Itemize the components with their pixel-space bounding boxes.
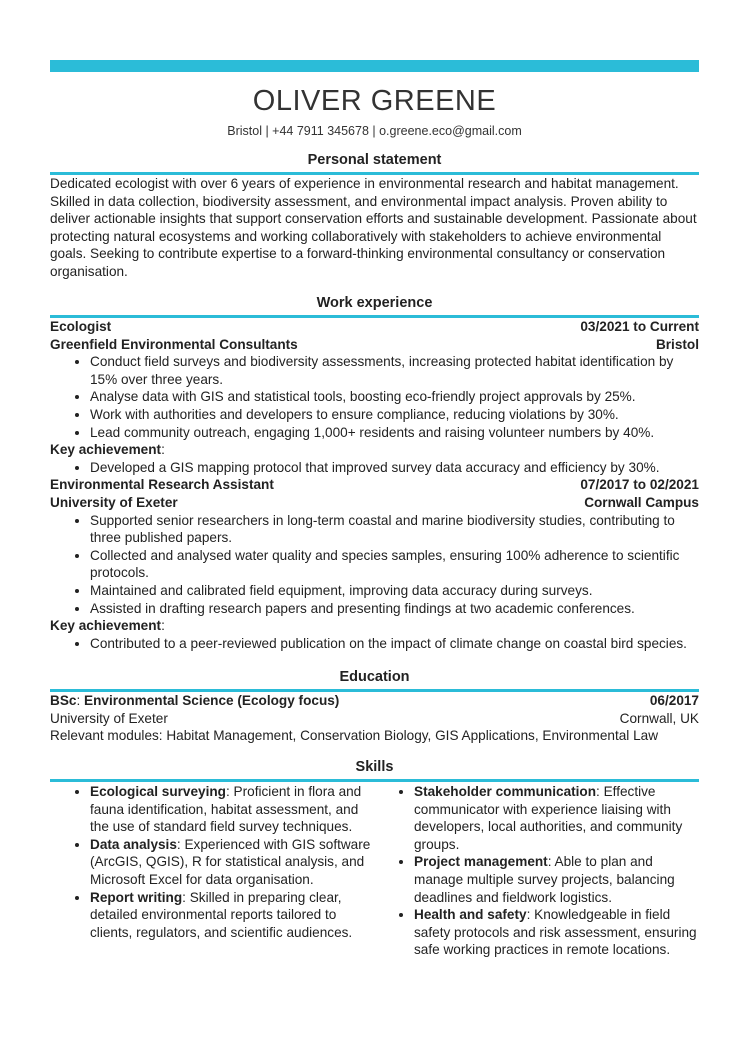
section-rule <box>50 779 699 782</box>
skill-item: • Stakeholder communication: Effective communicator with experience liaising with developers, local authorities, and community groups. <box>414 783 698 853</box>
skill-name: Health and safety <box>414 907 527 923</box>
skill-desc: Knowledgeable in field safety protocols and risk assessment, ensuring safe working practices in remote locations. <box>414 907 697 958</box>
list-item: • Work with authorities and developers to ensure compliance, reducing violations by 30%. <box>90 406 699 424</box>
work-experience-section <box>50 294 699 652</box>
skill-name: Project management <box>414 854 548 870</box>
relevant-modules: Relevant modules: Habitat Management, Conservation Biology, GIS Applications, Environmental Law <box>50 728 659 744</box>
accent-bar <box>50 60 699 72</box>
key-achievement-label: Key achievement <box>50 442 162 458</box>
school-name: University of Exeter <box>50 710 168 726</box>
list-item: • Developed a GIS mapping protocol that improved survey data accuracy and efficiency by 30%. <box>90 459 699 477</box>
skills-list <box>50 783 374 941</box>
skill-item: • Ecological surveying: Proficient in flora and fauna identification, habitat assessment, and the use of standard field survey techniques. <box>90 783 374 836</box>
skills-list <box>374 783 698 959</box>
section-title: Skills <box>355 759 394 775</box>
degree-row: BSc: Environmental Science (Ecology focus) 06/2017 <box>50 693 699 708</box>
key-achievement-heading: Key achievement: <box>50 442 165 458</box>
skill-name: Data analysis <box>90 836 177 852</box>
skills-section <box>50 758 699 959</box>
skill-name: Report writing <box>90 889 183 905</box>
degree: BSc <box>50 693 77 708</box>
list-item: • Analyse data with GIS and statistical tools, boosting eco-friendly project approvals by 25%. <box>90 388 699 406</box>
list-item: • Maintained and calibrated field equipment, improving data accuracy during surveys. <box>90 582 699 600</box>
job-company-row <box>50 494 699 512</box>
skill-desc: Experienced with GIS software (ArcGIS, QGIS), R for statistical analysis, and Microsoft Excel for data organisation. <box>90 836 371 887</box>
key-achievement-heading: Key achievement: <box>50 618 165 634</box>
skill-desc: Effective communicator with experience liaising with developers, local authorities, and community groups. <box>414 784 683 852</box>
job-dates: 03/2021 to Current <box>580 319 699 334</box>
skill-item: • Report writing: Skilled in preparing clear, detailed environmental reports tailored to clients, regulators, and scientific audiences. <box>90 889 374 942</box>
achievement-list <box>50 459 699 477</box>
job-bullets <box>50 353 699 441</box>
skills-right-column <box>374 783 698 959</box>
school-location: Cornwall, UK <box>619 710 699 726</box>
degree-subject: Environmental Science (Ecology focus) <box>84 693 340 708</box>
list-item: • Supported senior researchers in long-term coastal and marine biodiversity studies, contributing to three published papers. <box>90 512 699 547</box>
section-title: Personal statement <box>307 152 442 168</box>
candidate-name: OLIVER GREENE <box>252 85 497 117</box>
job-role: Ecologist <box>50 319 112 334</box>
skills-left-column <box>50 783 374 959</box>
school-row <box>50 710 699 728</box>
skill-desc: Proficient in flora and fauna identification, habitat assessment, and the use of standard field survey techniques. <box>90 784 362 835</box>
skill-item: • Health and safety: Knowledgeable in field safety protocols and risk assessment, ensuring safe working practices in remote locations. <box>414 906 698 959</box>
degree-date: 06/2017 <box>649 693 699 708</box>
list-item: • Collected and analysed water quality and species samples, ensuring 100% adherence to scientific protocols. <box>90 547 699 582</box>
achievement-list <box>50 635 699 653</box>
section-title: Work experience <box>316 295 433 311</box>
job-company: Greenfield Environmental Consultants <box>50 336 298 352</box>
personal-statement-text: Dedicated ecologist with over 6 years of experience in environmental research and habitat management. Skilled in data collection, biodiversity assessment, and environmental impact analysis. Proven ability to deliver actionable insights that support conservation efforts and sustainable development. Passionate about protecting natural ecosystems and working collaboratively with stakeholders to achieve environmental goals. Seeking to contribute expertise to a forward-thinking environmental consultancy or conservation organisation. <box>50 176 697 279</box>
job-header <box>50 318 699 336</box>
education-section <box>50 668 699 745</box>
skill-name: Ecological surveying <box>90 784 226 799</box>
skill-item: • Data analysis: Experienced with GIS software (ArcGIS, QGIS), R for statistical analysis, and Microsoft Excel for data organisation. <box>90 836 374 889</box>
skills-columns <box>50 783 699 959</box>
key-achievement-label: Key achievement <box>50 618 162 634</box>
skill-item: • Project management: Able to plan and manage multiple survey projects, balancing deadlines and fieldwork logistics. <box>414 853 698 906</box>
job-dates: 07/2017 to 02/2021 <box>580 477 699 493</box>
list-item: • Contributed to a peer-reviewed publication on the impact of climate change on coastal bird species. <box>90 635 699 653</box>
list-item: • Assisted in drafting research papers and presenting findings at two academic conferences. <box>90 600 699 618</box>
contact-line: Bristol | +44 7911 345678 | o.greene.eco@gmail.com <box>227 124 522 138</box>
job-entry <box>50 476 699 652</box>
skill-name: Stakeholder communication <box>414 784 597 799</box>
job-company: University of Exeter <box>50 494 178 510</box>
skill-desc: Skilled in preparing clear, detailed environmental reports tailored to clients, regulators, and scientific audiences. <box>90 889 353 940</box>
job-company-row <box>50 336 699 354</box>
list-item: • Conduct field surveys and biodiversity assessments, increasing protected habitat identification by 15% over three years. <box>90 353 699 388</box>
job-entry <box>50 318 699 476</box>
job-bullets <box>50 512 699 618</box>
list-item: • Lead community outreach, engaging 1,000+ residents and raising volunteer numbers by 40%. <box>90 424 699 442</box>
section-title: Education <box>339 669 410 685</box>
personal-statement-section <box>50 151 699 281</box>
job-header <box>50 476 699 494</box>
job-role: Environmental Research Assistant <box>50 477 274 493</box>
job-location: Bristol <box>655 336 699 352</box>
skill-desc: Able to plan and manage multiple survey projects, balancing deadlines and fieldwork logistics. <box>414 854 675 905</box>
job-location: Cornwall Campus <box>584 494 699 510</box>
